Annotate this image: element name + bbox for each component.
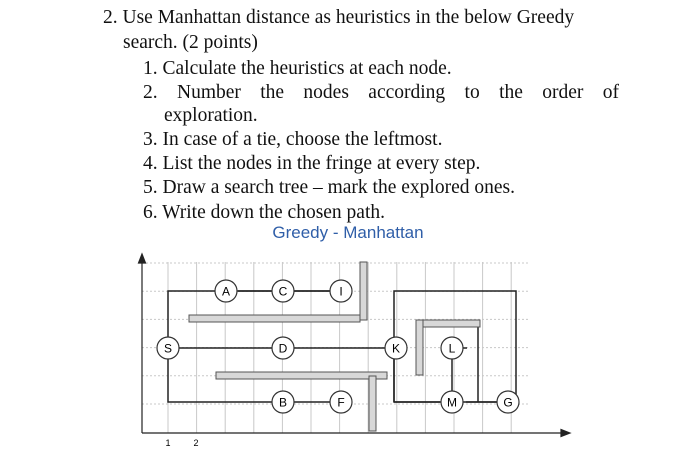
node-d-label: D	[278, 341, 288, 356]
node-g-label: G	[503, 395, 513, 410]
x-tick-2: 2	[193, 438, 199, 448]
wall-bar-bottom-vertical	[369, 376, 376, 431]
wall-bar-right-stem	[416, 320, 423, 375]
node-k-label: K	[391, 341, 401, 356]
node-a	[215, 280, 237, 302]
node-f-label: F	[337, 395, 345, 410]
instruction-5: 5. Draw a search tree – mark the explored ones.	[143, 177, 515, 198]
wall-bar-lower-horizontal	[216, 372, 387, 379]
node-c-label: C	[278, 284, 288, 299]
node-c	[272, 280, 294, 302]
instruction-2-continued: exploration.	[164, 105, 258, 126]
node-s-label: S	[163, 341, 173, 356]
node-d	[272, 337, 294, 359]
instruction-4: 4. List the nodes in the fringe at every step.	[143, 153, 481, 174]
x-axis-arrowhead	[561, 430, 570, 437]
instruction-2: 2. Number the nodes according to the order of	[143, 82, 619, 103]
node-i	[330, 280, 352, 302]
figure-title: Greedy - Manhattan	[272, 223, 424, 242]
inner-u-wall	[421, 322, 478, 402]
wall-bar-top-vertical	[360, 262, 367, 320]
question-line-1: 2. Use Manhattan distance as heuristics in the below Greedy	[103, 7, 575, 28]
nodes	[157, 280, 519, 413]
question-line-2: search. (2 points)	[123, 32, 258, 53]
node-b-label: B	[278, 395, 288, 410]
maze-walls	[168, 291, 516, 402]
node-b	[272, 391, 294, 413]
node-g	[497, 391, 519, 413]
node-m-label: M	[447, 395, 457, 410]
wall-bar-upper-horizontal	[189, 315, 360, 322]
node-s	[157, 337, 179, 359]
node-l	[441, 337, 463, 359]
node-l-label: L	[448, 341, 456, 356]
x-tick-1: 1	[165, 438, 171, 448]
wall-bar-right-cap	[416, 320, 480, 327]
node-k	[385, 337, 407, 359]
node-i-label: I	[339, 284, 343, 299]
node-a-label: A	[221, 284, 231, 299]
node-m	[441, 391, 463, 413]
instruction-6: 6. Write down the chosen path.	[143, 202, 386, 223]
instruction-3: 3. In case of a tie, choose the leftmost.	[143, 129, 443, 150]
node-f	[330, 391, 352, 413]
instruction-1: 1. Calculate the heuristics at each node.	[143, 58, 452, 79]
y-axis-arrowhead	[139, 254, 146, 263]
